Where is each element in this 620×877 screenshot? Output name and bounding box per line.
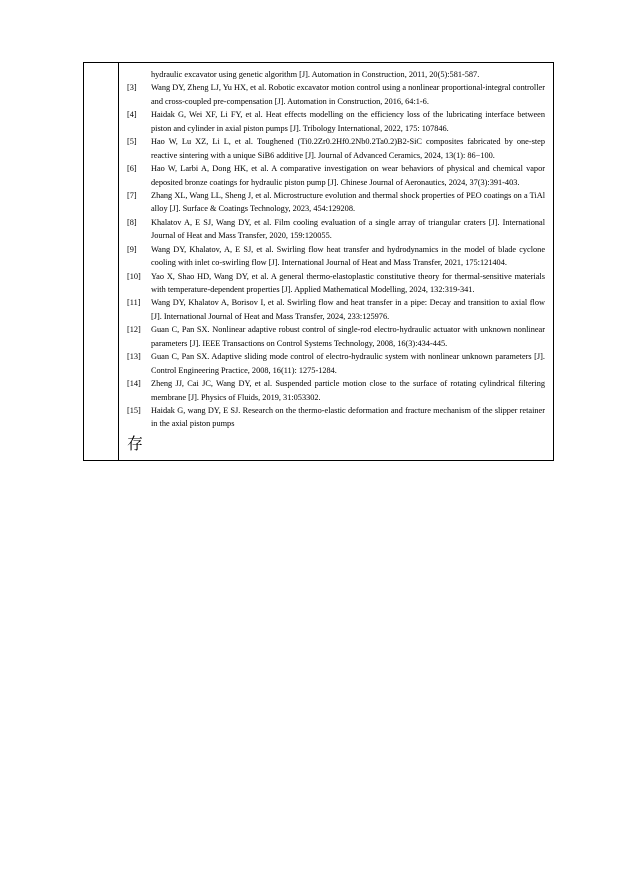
reference-number: [5] [127, 137, 137, 147]
table-cell-empty [84, 63, 119, 461]
reference-text: hydraulic excavator using genetic algorithm [J]. Automation in Construction, 2011, 20(5):581-587. [151, 70, 480, 79]
list-item [127, 296, 545, 323]
table-cell-references [119, 63, 554, 461]
reference-text: Guan C, Pan SX. Nonlinear adaptive robust control of single-rod electro-hydraulic actuator with unknown nonlinear parameters [J]. IEEE Transactions on Control Systems Technology, 2008, 16(3):434-445. [151, 325, 545, 348]
reference-number: [9] [127, 244, 137, 254]
reference-number: [4] [127, 110, 137, 120]
reference-number: [3] [127, 83, 137, 93]
reference-text: Hao W, Larbi A, Dong HK, et al. A comparative investigation on wear behaviors of physical and chemical vapor deposited bronze coatings for hydraulic piston pump [J]. Chinese Journal of Aeronautics, 2024, 37(3):391-403. [151, 164, 545, 187]
list-item [127, 350, 545, 377]
reference-text: Haidak G, wang DY, E SJ. Research on the thermo-elastic deformation and fracture mechanism of the slipper retainer in the axial piston pumps [151, 405, 545, 429]
reference-number: [12] [127, 325, 141, 335]
reference-number: [15] [127, 405, 141, 415]
list-item [127, 404, 545, 431]
list-item [127, 270, 545, 297]
list-item [127, 323, 545, 350]
reference-text: Yao X, Shao HD, Wang DY, et al. A general thermo-elastoplastic constitutive theory for thermal-sensitive materials with temperature-dependent properties [J]. Applied Mathematical Modelling, 2024, 132:319-341. [151, 271, 545, 294]
list-item [127, 81, 545, 108]
reference-text: Khalatov A, E SJ, Wang DY, et al. Film cooling evaluation of a single array of triangular craters [J]. International Journal of Heat and Mass Transfer, 2020, 159:120055. [151, 217, 545, 241]
list-item [127, 162, 545, 189]
reference-number: [8] [127, 217, 137, 227]
reference-text: Haidak G, Wei XF, Li FY, et al. Heat effects modelling on the efficiency loss of the lubricating interface between piston and cylinder in axial piston pumps [J]. Tribology International, 2022, 175: 107846. [151, 110, 545, 133]
table-row [84, 63, 554, 461]
reference-number: [14] [127, 379, 141, 389]
reference-number: [10] [127, 271, 141, 281]
reference-text: Hao W, Lu XZ, Li L, et al. Toughened (Ti0.2Zr0.2Hf0.2Nb0.2Ta0.2)B2-SiC composites fabricated by one-step reactive sintering with a unique SiB6 additive [J]. Journal of Advanced Ceramics, 2024, 13(1): 86−100. [151, 137, 545, 160]
reference-number: [7] [127, 190, 137, 200]
reference-text: Guan C, Pan SX. Adaptive sliding mode control of electro-hydraulic system with nonlinear unknown parameters [J]. Control Engineering Practice, 2008, 16(11): 1275-1284. [151, 352, 545, 375]
reference-text: Zheng JJ, Cai JC, Wang DY, et al. Suspended particle motion close to the surface of rotating cylindrical filtering membrane [J]. Physics of Fluids, 2019, 31:053302. [151, 379, 545, 402]
reference-text: Wang DY, Khalatov A, Borisov I, et al. Swirling flow and heat transfer in a pipe: Decay and transition to axial flow [J]. International Journal of Heat and Mass Transfer, 2024, 233:125976. [151, 298, 545, 321]
list-item [127, 189, 545, 216]
reference-text: Wang DY, Khalatov, A, E SJ, et al. Swirling flow heat transfer and hydrodynamics in the model of blade cyclone cooling with inlet co-swirling flow [J]. International Journal of Heat and Mass Transfer, 2021, 175:121404. [151, 244, 545, 268]
reference-number: [6] [127, 164, 137, 174]
reference-number: [11] [127, 298, 141, 308]
list-item [127, 216, 545, 243]
reference-list: hydraulic excavator using genetic algorithm [J]. Automation in Construction, 2011, 20(5):581-587. [3] Wang DY, Zheng LJ, Yu HX, et al. Robotic excavator motion control using a nonlinear proportional-integral controller and cross-coupled pre-compensation [J]. Automation in Construction, 2016, 64:1-6. [4] Haidak G, Wei XF, Li FY, et al. Heat effects modelling on the efficiency loss of the lubricating interface between piston and cylinder in axial piston pumps [J]. Tribology International, 2022, 175: 107846. [5] Hao W, Lu XZ, Li L, et al. Toughened (Ti0.2Zr0.2Hf0.2Nb0.2Ta0.2)B2-SiC composites fabricated by one-step reactive sintering with a unique SiB6 additive [J]. Journal of Advanced Ceramics, 2024, 13(1): 86−100. [6] Hao W, Larbi A, Dong HK, et al. A comparative investigation on wear behaviors of physical and chemical vapor deposited bronze coatings for hydraulic piston pump [J]. Chinese Journal of Aeronautics, 2024, 37(3):391-403. [7] Zhang XL, Wang LL, Sheng J, et al. Microstructure evolution and thermal shock properties of PEO coatings on a TiAl alloy [J]. Surface & Coatings Technology, 2023, 454:129208. [8] Khalatov A, E SJ, Wang DY, et al. Film cooling evaluation of a single array of triangular craters [J]. International Journal of Heat and Mass Transfer, 2020, 159:120055. [9] Wang DY, Khalatov, A, E SJ, et al. Swirling flow heat transfer and hydrodynamics in the model of blade cyclone cooling with inlet co-swirling flow [J]. International Journal of Heat and Mass Transfer, 2021, 175:121404. [10] Yao X, Shao HD, Wang DY, et al. A general thermo-elastoplastic constitutive theory for thermal-sensitive materials with temperature-dependent properties [J]. Applied Mathematical Modelling, 2024, 132:319-341. [11] Wang DY, Khalatov A, Borisov I, et al. Swirling flow and heat transfer in a pipe: Decay and transition to axial flow [J]. International Journal of Heat and Mass Transfer, 2024, 233:125976. [12] Guan C, Pan SX. Nonlinear adaptive robust control of single-rod electro-hydraulic actuator with unknown nonlinear parameters [J]. IEEE Transactions on Control Systems Technology, 2008, 16(3):434-445. [13] Guan C, Pan SX. Adaptive sliding mode control of electro-hydraulic system with nonlinear unknown parameters [J]. Control Engineering Practice, 2008, 16(11): 1275-1284. [14] Zheng JJ, Cai JC, Wang DY, et al. Suspended particle motion close to the surface of rotating cylindrical filtering membrane [J]. Physics of Fluids, 2019, 31:053302. [15] Haidak G, wang DY, E SJ. Research on the thermo-elastic deformation and fracture mechanism of the slipper retainer in the axial piston pumps 存 [127, 70, 545, 453]
list-item [127, 377, 545, 404]
reference-text: Zhang XL, Wang LL, Sheng J, et al. Microstructure evolution and thermal shock properties of PEO coatings on a TiAl alloy [J]. Surface & Coatings Technology, 2023, 454:129208. [151, 190, 545, 214]
reference-text: Wang DY, Zheng LJ, Yu HX, et al. Robotic excavator motion control using a nonlinear proportional-integral controller and cross-coupled pre-compensation [J]. Automation in Construction, 2016, 64:1-6. [151, 83, 545, 106]
list-item [127, 68, 545, 81]
list-item [127, 108, 545, 135]
list-item [127, 135, 545, 162]
list-item [127, 243, 545, 270]
references-table [83, 62, 554, 461]
reference-number: [13] [127, 352, 141, 362]
